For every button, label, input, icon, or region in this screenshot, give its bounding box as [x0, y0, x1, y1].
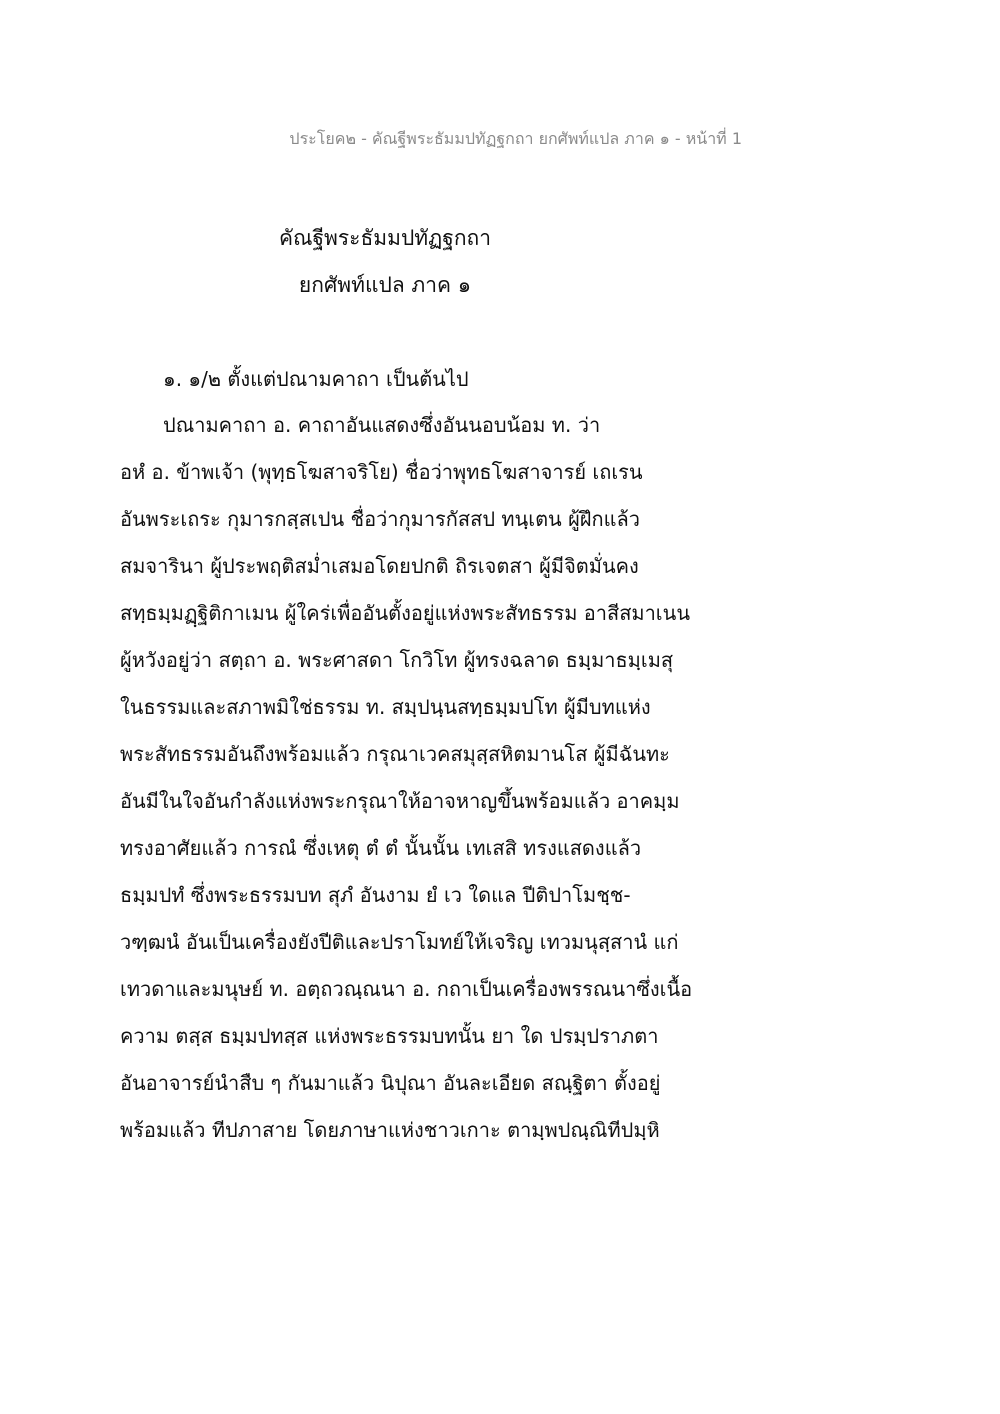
body-line: ปณามคาถา อ. คาถาอันแสดงซึ่งอันนอบน้อม ท. ว่า: [163, 413, 601, 437]
body-line: พระสัทธรรมอันถึงพร้อมแล้ว กรุณาเวคสมุสฺสหิตมานโส ผู้มีฉันทะ: [120, 742, 670, 766]
body-line: พร้อมแล้ว ทีปภาสาย โดยภาษาแห่งชาวเกาะ ตามฺพปณฺณิทีปมฺหิ: [120, 1118, 660, 1142]
document-title: คัณฐีพระธัมมปทัฏฐกถา: [278, 226, 492, 250]
body-line: ในธรรมและสภาพมิใช่ธรรม ท. สมฺปนฺนสทฺธมฺมปโท ผู้มีบทแห่ง: [120, 695, 651, 719]
body-line: ทรงอาศัยแล้ว การณํ ซึ่งเหตุ ตํ ตํ นั้นนั้น เทเสสิ ทรงแสดงแล้ว: [120, 836, 642, 860]
body-line: อันมีในใจอันกำลังแห่งพระกรุณาให้อาจหาญขึ้นพร้อมแล้ว อาคมฺม: [120, 789, 680, 813]
body-line: ผู้หวังอยู่ว่า สตฺถา อ. พระศาสดา โกวิโท ผู้ทรงฉลาด ธมฺมาธมฺเมสุ: [120, 648, 674, 672]
body-line: สมจารินา ผู้ประพฤติสม่ำเสมอโดยปกติ ถิรเจตสา ผู้มีจิตมั่นคง: [120, 554, 639, 578]
body-line: อันพระเถระ กุมารกสฺสเปน ชื่อว่ากุมารกัสสป ทนฺเตน ผู้ฝึกแล้ว: [120, 507, 641, 531]
body-line: อหํ อ. ข้าพเจ้า (พุทฺธโฆสาจริโย) ชื่อว่าพุทธโฆสาจารย์ เถเรน: [120, 460, 643, 484]
section-heading: ๑. ๑/๒ ตั้งแต่ปณามคาถา เป็นต้นไป: [163, 367, 469, 391]
running-header: ประโยค๒ - คัณฐีพระธัมมปทัฏฐกถา ยกศัพท์แปล ภาค ๑ - หน้าที่ 1: [289, 129, 742, 148]
body-line: สทฺธมฺมฏฺฐิติกาเมน ผู้ใคร่เพื่ออันตั้งอยู่แห่งพระสัทธรรม อาสีสมาเนน: [120, 601, 690, 625]
body-line: เทวดาและมนุษย์ ท. อตฺถวณฺณนา อ. กถาเป็นเครื่องพรรณนาซึ่งเนื้อ: [120, 977, 693, 1001]
body-line: วฑฺฒนํ อันเป็นเครื่องยังปีติและปราโมทย์ให้เจริญ เทวมนุสฺสานํ แก่: [120, 930, 679, 954]
body-line: อันอาจารย์นำสืบ ๆ กันมาแล้ว นิปุณา อันละเอียด สณฺฐิตา ตั้งอยู่: [120, 1071, 661, 1095]
document-subtitle: ยกศัพท์แปล ภาค ๑: [298, 273, 472, 297]
body-line: ความ ตสฺส ธมฺมปทสฺส แห่งพระธรรมบทนั้น ยา ใด ปรมฺปราภตา: [120, 1024, 659, 1048]
body-line: ธมฺมปทํ ซึ่งพระธรรมบท สุภํ อันงาม ยํ เว ใดแล ปีติปาโมชฺช-: [120, 883, 631, 907]
